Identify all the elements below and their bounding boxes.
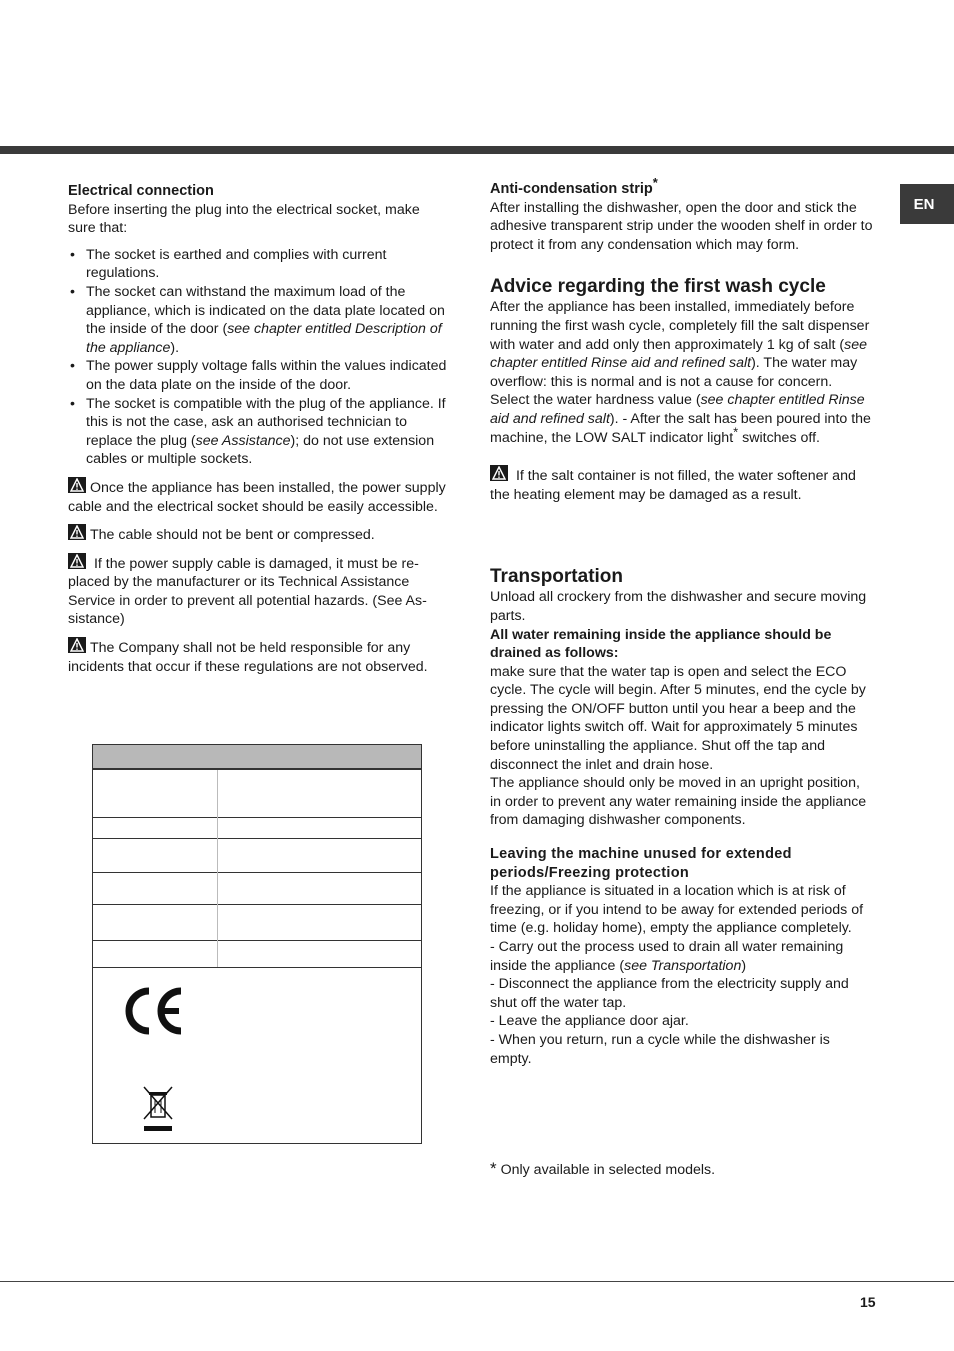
electrical-heading: Electrical connection	[68, 183, 214, 199]
warning-paragraph	[490, 465, 874, 504]
warning-paragraph	[68, 477, 448, 516]
footnote-text: Only available in selected models.	[496, 1162, 716, 1179]
left-column	[68, 182, 448, 676]
checklist-item-text: The power supply voltage falls within the values indicated on the data plate on the inside of the door.	[86, 358, 447, 393]
warning-triangle-icon	[68, 524, 86, 540]
unused-step: - When you return, run a cycle while the dishwasher is empty.	[490, 1031, 830, 1067]
transport-upright-note: The appliance should only be moved in an upright position, in order to prevent any water remaining inside the appliance from damaging dishwasher components.	[490, 775, 867, 829]
crossed-bin-icon	[141, 1085, 175, 1138]
warning-text: Once the appliance has been installed, the power supply cable and the electrical socket should be easily accessible.	[68, 479, 446, 515]
top-rule	[0, 146, 954, 154]
footnote-asterisk: *	[652, 175, 658, 191]
checklist-item	[68, 246, 448, 283]
first-wash-text: ). The water may overflow: this is normal and is not a cause for concern. Select the water hardness value (	[490, 355, 858, 409]
unused-intro: If the appliance is situated in a location which is at risk of freezing, or if you intend to be away for extended periods of time (e.g. holiday home), empty the appliance completely.	[490, 883, 864, 937]
unused-step-reference: see Transportation	[624, 957, 742, 974]
transport-heading: Transportation	[490, 566, 624, 588]
transport-steps: make sure that the water tap is open and select the ECO cycle. The cycle will begin. After 5 minutes, end the cycle by pressing the ON/OFF button until you hear a beep and the indicator lights switch off. Wait for approximately 5 minutes before uninstalling the appliance. Shut off the tap and disconnect the inlet and drain hose.	[490, 663, 866, 773]
strip-heading-text: Anti-condensation strip	[490, 181, 653, 197]
strip-heading	[490, 175, 874, 199]
warning-text: The cable should not be bent or compressed.	[90, 527, 375, 544]
transport-drain-note: All water remaining inside the appliance should be drained as follows:	[490, 626, 832, 662]
electrical-intro: Before inserting the plug into the electrical socket, make sure that:	[68, 201, 420, 237]
warning-triangle-icon	[68, 477, 86, 493]
warning-paragraph	[68, 637, 448, 676]
checklist-item-text-end: ); do not use extension cables or multiple sockets.	[86, 432, 435, 468]
unused-heading: Leaving the machine unused for extended periods/Freezing protection	[490, 846, 792, 881]
unused-step: - Disconnect the appliance from the electricity supply and shut off the water tap.	[490, 976, 849, 1011]
footnote-asterisk: *	[733, 423, 739, 439]
footnote	[490, 1160, 874, 1180]
first-wash-reference: see chapter entitled Rinse aid and refined salt	[490, 336, 867, 372]
first-wash-reference: see chapter entitled Rinse aid and refined salt	[490, 392, 865, 427]
checklist-item-text-end: ).	[170, 339, 180, 356]
table-row	[93, 838, 421, 873]
strip-body: After installing the dishwasher, open the door and stick the adhesive transparent strip under the wooden shelf in order to protect it from any condensation which may form.	[490, 199, 873, 253]
footnote-asterisk: *	[490, 1159, 497, 1179]
warning-paragraph	[68, 553, 448, 629]
first-wash-text: ). - After the salt has been poured into the machine, the LOW SALT indicator light	[490, 410, 871, 446]
language-tab-label: EN	[913, 195, 935, 213]
first-wash-body	[490, 298, 874, 447]
unused-step	[490, 938, 874, 975]
checklist-item-reference: see chapter entitled Description of the appliance	[86, 321, 442, 356]
warning-triangle-icon	[68, 637, 86, 653]
table-row	[93, 940, 421, 968]
warning-text: The Company shall not be held responsible for any incidents that occur if these regulations are not observed.	[68, 640, 428, 675]
bottom-rule	[0, 1281, 954, 1282]
warning-triangle-icon	[490, 465, 508, 481]
checklist-item-text: The socket is compatible with the plug of the appliance. If this is not the case, ask an authorised technician to replace the plug (	[86, 395, 446, 449]
checklist-item-text: The socket can withstand the maximum load of the appliance, which is indicated on the data plate located on the inside of the door (	[86, 283, 445, 338]
warning-text: If the salt container is not filled, the water softener and the heating element may be damaged as a result.	[490, 468, 856, 503]
table-row	[93, 817, 421, 839]
first-wash-text: switches off.	[738, 429, 820, 446]
unused-step: - Leave the appliance door ajar.	[490, 1013, 689, 1030]
table-row	[93, 770, 421, 818]
unused-step-text-end: )	[741, 957, 747, 974]
electrical-checklist	[68, 246, 448, 469]
warning-paragraph	[68, 524, 448, 545]
unused-step-text: - Carry out the process used to drain all water remaining inside the appliance (	[490, 939, 844, 974]
checklist-item	[68, 283, 448, 357]
page-number: 15	[860, 1294, 876, 1310]
checklist-item	[68, 357, 448, 394]
right-column	[490, 175, 874, 1180]
language-tab	[900, 184, 954, 224]
checklist-item-reference: see Assistance	[195, 432, 291, 449]
transport-intro: Unload all crockery from the dishwasher and secure moving parts.	[490, 589, 867, 624]
ce-mark-icon	[121, 985, 185, 1042]
table-row	[93, 872, 421, 905]
technical-data-table	[92, 744, 422, 1144]
warning-triangle-icon	[68, 553, 86, 569]
table-row	[93, 904, 421, 941]
warning-text: If the power supply cable is damaged, it must be re-placed by the manufacturer or its Technical Assistance Service in order to prevent all potential hazards. (See As-sistance)	[68, 555, 427, 628]
first-wash-heading: Advice regarding the first wash cycle	[490, 276, 826, 298]
first-wash-text: After the appliance has been installed, immediately before running the first wash cycle, completely fill the salt dispenser with water and add only then approximately 1 kg of salt (	[490, 299, 870, 353]
table-header-row	[93, 745, 421, 770]
checklist-item-text: The socket is earthed and complies with current regulations.	[86, 246, 387, 282]
checklist-item	[68, 395, 448, 469]
